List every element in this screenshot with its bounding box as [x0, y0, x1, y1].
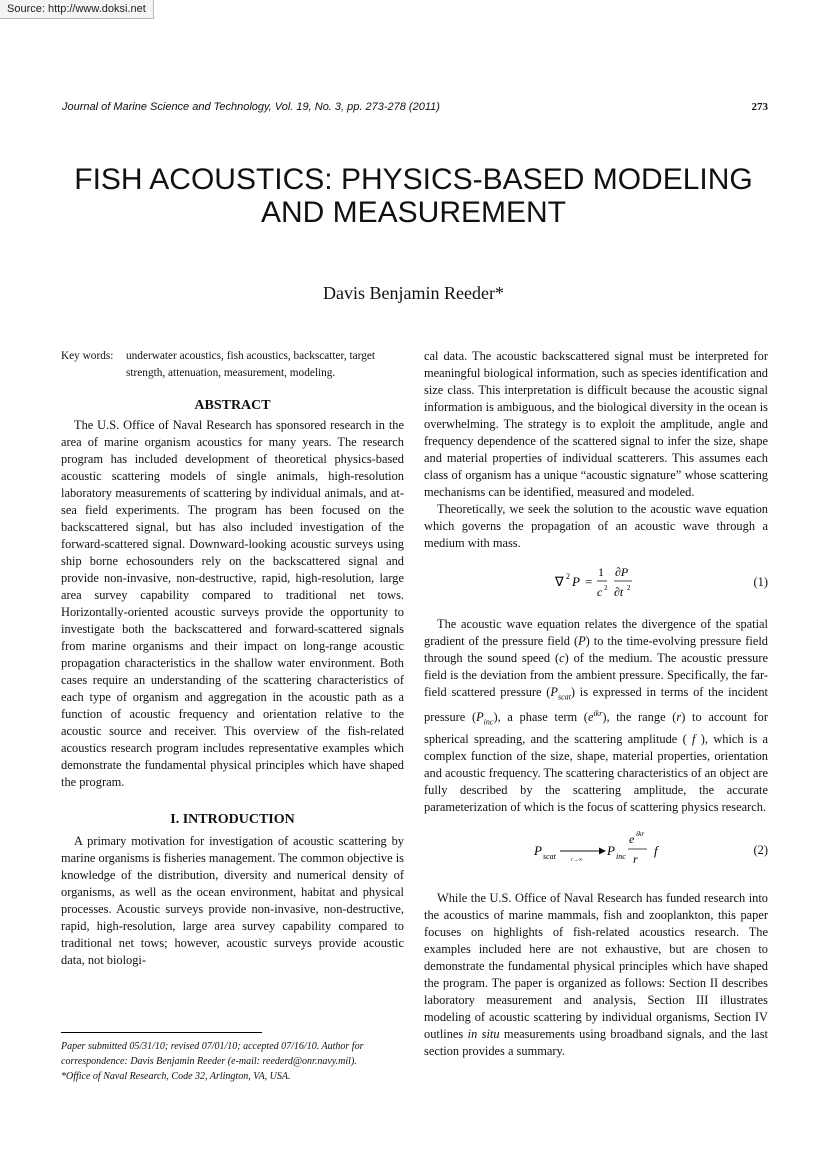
- nabla-symbol: ∇: [555, 574, 564, 589]
- text-run: measurements using broadband signals, and the last section provides a summary.: [424, 1027, 768, 1059]
- paragraph-scattering: [424, 616, 768, 816]
- text-run: ) to account for spherical spreading, and the scattering amplitude (: [424, 710, 768, 747]
- arrow-head: [599, 848, 606, 855]
- subscript-inc: inc: [616, 852, 626, 862]
- math-var: f: [692, 732, 696, 747]
- title-line-2: AND MEASUREMENT: [260, 196, 567, 229]
- equation-2: [424, 828, 768, 872]
- subscript-scat: scat: [543, 852, 556, 862]
- keywords: [61, 348, 404, 382]
- incident-pressure: P: [607, 843, 615, 859]
- abstract-heading: ABSTRACT: [194, 398, 271, 413]
- footnote: [61, 1039, 404, 1084]
- range-variable: r: [633, 852, 638, 867]
- exponent: 2: [604, 584, 608, 592]
- text-run: ) of the medium. The acoustic pressure field is the deviation from the ambient pressure. Specifically, the far-field scattered pressure (: [424, 651, 768, 699]
- paragraph-continuation: cal data. The acoustic backscattered signal must be interpreted for meaningful biological information, such as species identification and size class. This interpretation is difficult because the acoustic signal information is ambiguous, and the biological diversity in the ocean is overwhelming. The strategy is to exploit the amplitude, angle and frequency dependence of the scattered signal to infer the size, shape and material properties of individual scatterers. This assumes each class of organism has a unique “acoustic signature” whose scattering mechanisms can be identified, measured and modeled.: [424, 349, 768, 499]
- introduction-text: A primary motivation for investigation of acoustic scattering by marine organisms is fisheries management. The common objective is knowledge of the distribution, diversity and numerical density of organisms, as well as the ocean environment, habitat and physical processes. Acoustic surveys provide non-invasive, non-destructive, rapid, high-resolution, large area survey capability compared to traditional net tows; however, acoustic surveys provide acoustic data, not biologi-: [61, 834, 404, 967]
- equals-sign: =: [585, 574, 593, 589]
- partial-pressure: ∂P: [615, 565, 629, 579]
- text-run: While the U.S. Office of Naval Research has funded research into the acoustics of marine mammals, fish and zooplankton, this paper focuses on highlights of fish-related acoustics research. The examples included here are not exhaustive, but are chosen to demonstrate the fundamental physical principles which have shaped the program. The paper is organized as follows: Section II describes laboratory measurement and analysis, Section III illustrates modeling of acoustic scattering by individual organisms, Section IV outlines: [424, 891, 768, 1042]
- math-var: P: [476, 710, 484, 725]
- footnote-line: Paper submitted 05/31/10; revised 07/01/10; accepted 07/16/10. Author for: [61, 1041, 364, 1052]
- math-subscript: scat: [558, 692, 571, 702]
- text-run: ) is expressed in terms of the incident pressure (: [424, 685, 768, 725]
- math-subscript: inc: [483, 718, 494, 728]
- exponent: 2: [566, 572, 570, 581]
- pressure-variable: P: [572, 574, 580, 589]
- text-run: ), the range (: [602, 710, 677, 725]
- math-var: P: [550, 685, 558, 699]
- partial-time: ∂t: [614, 585, 624, 599]
- math-superscript: ikr: [593, 709, 603, 719]
- math-var: P: [578, 634, 586, 648]
- paragraph-overview: [424, 890, 768, 1060]
- phase-term: e: [629, 832, 635, 847]
- running-header: [62, 101, 768, 113]
- equation-1: [424, 562, 768, 602]
- journal-citation: Journal of Marine Science and Technology, Vol. 19, No. 3, pp. 273-278 (2011): [62, 101, 440, 113]
- exponent: 2: [627, 584, 631, 592]
- abstract-text: The U.S. Office of Naval Research has sponsored research in the area of marine organism acoustics for many years. The research program has included development of theoretical physics-based acoustic scattering models of single animals, high-resolution laboratory measurements of scattering by individual animals, and at-sea field experiments. The program has been focused on the backscattered signal, but has also included investigation of the forward-scattered signal. Downward-looking acoustic surveys using ship borne echosounders rely on the backscattered signal and provide non-invasive, non-destructive, rapid, high-resolution, large area survey capability compared to traditional net tows. Horizontally-oriented acoustic surveys provide the opportunity to investigate both the backscattered and forward-scattered signals from marine organisms and their impact on long-range acoustic propagation characteristics in the shallow water environment. Both cases require an understanding of the scattering characteristics of each type of organism and aggregation in the acoustic path as a function of acoustic frequency and orientation relative to the acoustic source and receiver. This overview of the fish-related acoustics research program includes representative examples which demonstrate the fundamental physical principles which have shaped the program.: [61, 418, 404, 789]
- equation-2-formula: [532, 828, 692, 872]
- math-var: r: [676, 710, 682, 725]
- keywords-text: underwater acoustics, fish acoustics, backscatter, target strength, attenuation, measurement, modeling.: [126, 350, 376, 379]
- paragraph-wave-equation-intro: Theoretically, we seek the solution to the acoustic wave equation which governs the propagation of an acoustic wave through a medium with mass.: [424, 502, 768, 550]
- equation-number: (1): [753, 575, 768, 589]
- scattering-amplitude: f: [654, 843, 658, 859]
- text-run: The acoustic wave equation relates the divergence of the spatial gradient of the pressure field (: [424, 617, 768, 648]
- page-number: 273: [751, 101, 768, 113]
- footnote-line: *Office of Naval Research, Code 32, Arlington, VA, USA.: [61, 1071, 291, 1082]
- keywords-label: Key words:: [61, 350, 114, 362]
- scattered-pressure: P: [534, 843, 542, 859]
- footnote-rule: [61, 1032, 262, 1033]
- footnote-line: correspondence: Davis Benjamin Reeder (e-mail: reederd@onr.navy.mil).: [61, 1056, 357, 1067]
- text-run: ) to the time-evolving pressure field through the sound speed (: [424, 634, 768, 665]
- text-run: ), which is a complex function of the size, shape, material properties, orientation and acoustic frequency. The scattering characteristics of an object are fully described by the scattering amplitude, the accurate parameterization of which is the focus of scattering physics research.: [424, 732, 768, 815]
- phase-exponent: ikr: [636, 829, 645, 839]
- math-var: c: [559, 651, 565, 665]
- introduction-heading: I. INTRODUCTION: [170, 812, 295, 827]
- source-label: Source: http://www.doksi.net: [0, 0, 154, 19]
- sound-speed-variable: c: [597, 585, 603, 599]
- author-name: Davis Benjamin Reeder*: [323, 283, 504, 303]
- paper-title: [40, 163, 787, 229]
- right-column: [424, 348, 768, 1060]
- emphasis: in situ: [467, 1027, 500, 1042]
- text-run: ), a phase term (: [493, 710, 588, 725]
- equation-1-formula: [552, 562, 782, 602]
- math-var: e: [587, 710, 594, 725]
- left-column: [61, 348, 404, 969]
- fraction-numerator-one: 1: [598, 565, 604, 579]
- equation-number: (2): [753, 843, 768, 858]
- limit-label: r→∞: [571, 857, 583, 864]
- title-line-1: FISH ACOUSTICS: PHYSICS-BASED MODELING: [74, 163, 753, 196]
